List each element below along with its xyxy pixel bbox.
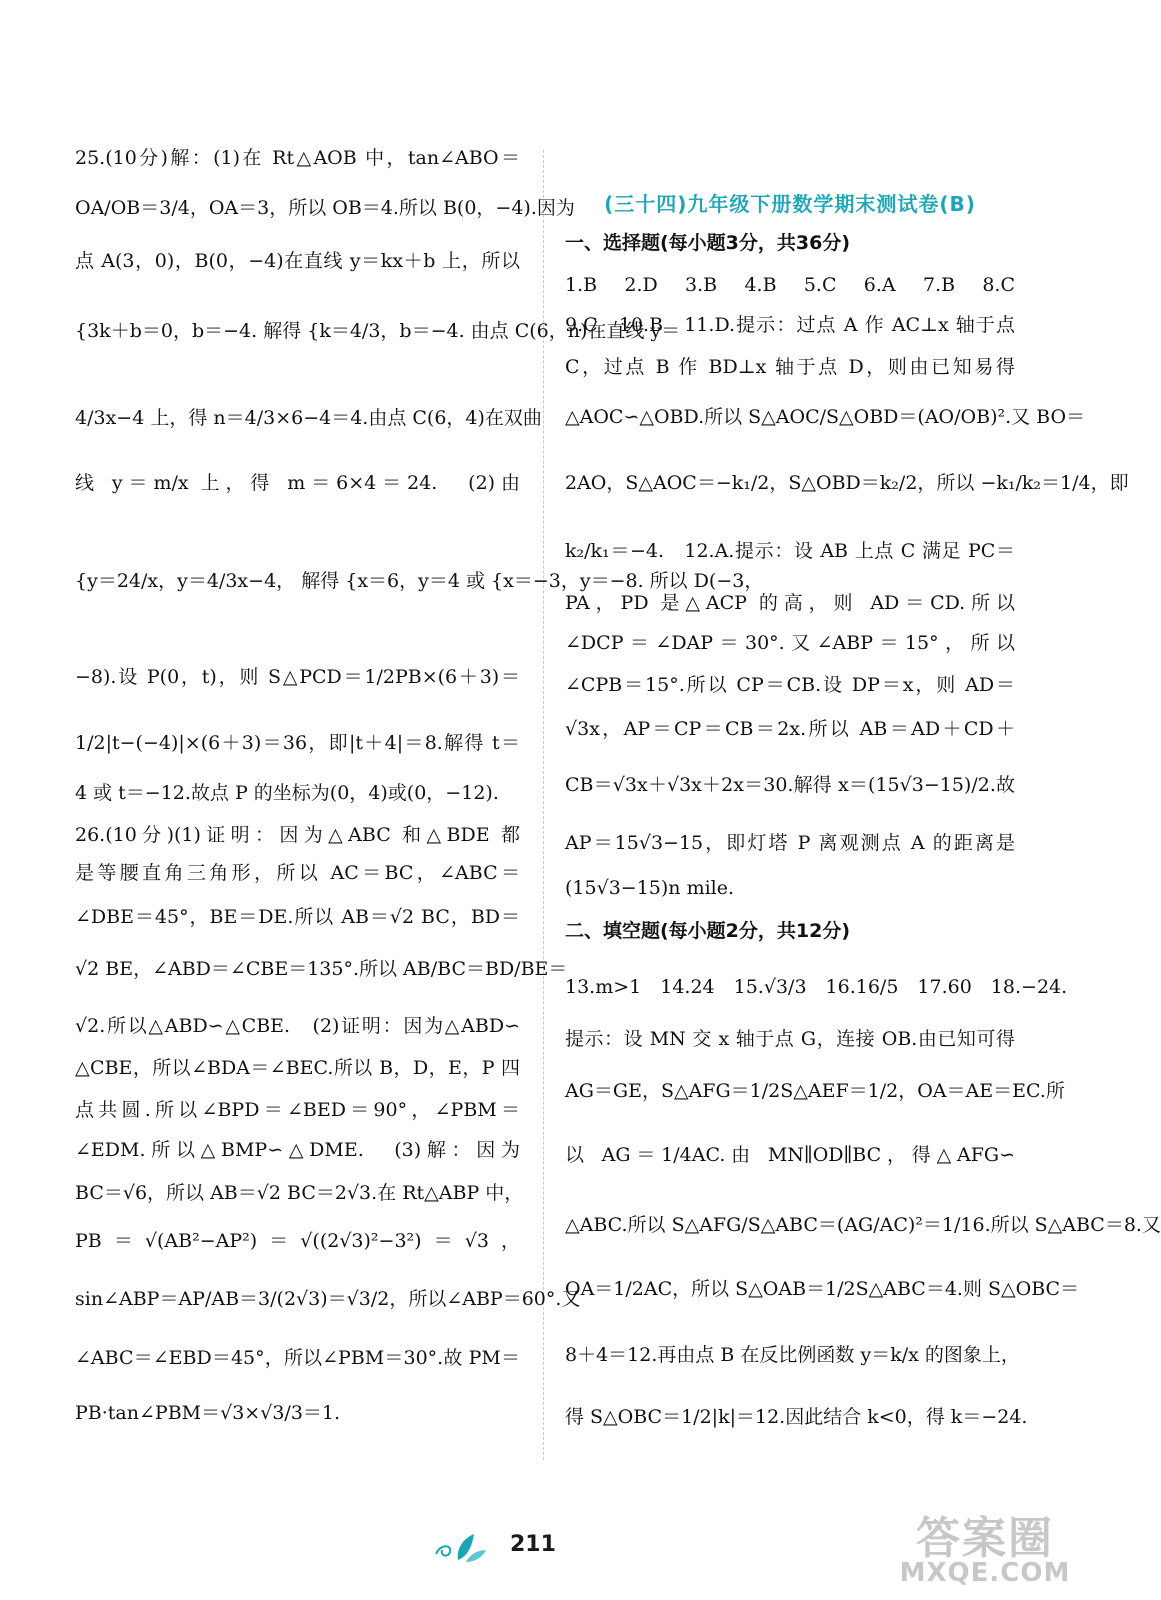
- watermark: [895, 1500, 1075, 1595]
- text-line: 9.C 10.B 11.D.提示：过点 A 作 AC⊥x 轴于点: [565, 314, 1015, 336]
- text-line: 26.(10分)(1)证明：因为△ABC 和△BDE 都: [75, 824, 520, 846]
- text-line: OA/OB＝3/4，OA＝3，所以 OB＝4.所以 B(0，−4).因为: [75, 197, 575, 219]
- text-line: ∠DCP＝∠DAP＝30°.又∠ABP＝15°，所以: [565, 632, 1015, 654]
- text-line: ∠EDM.所以△BMP∽△DME. (3)解：因为: [75, 1139, 520, 1161]
- text-line: 线 y＝m/x 上，得 m＝6×4＝24. (2)由: [75, 472, 520, 494]
- text-line: 8＋4＝12.再由点 B 在反比例函数 y＝k/x 的图象上，: [565, 1344, 1020, 1366]
- text-line: △AOC∽△OBD.所以 S△AOC/S△OBD＝(AO/OB)².又 BO＝: [565, 406, 1086, 428]
- multiple-choice-heading: 一、选择题(每小题3分，共36分): [565, 232, 851, 254]
- text-line: √2 BE，∠ABD＝∠CBE＝135°.所以 AB/BC＝BD/BE＝: [75, 958, 568, 980]
- fill-blank-heading: 二、填空题(每小题2分，共12分): [565, 920, 851, 942]
- text-line: {y＝24/x，y＝4/3x−4， 解得 {x＝6，y＝4 或 {x＝−3，y＝−8. 所以 D(−3，: [75, 570, 764, 592]
- text-line: 以 AG＝1/4AC.由 MN∥OD∥BC，得△AFG∽: [565, 1144, 1015, 1166]
- text-line: −8).设 P(0，t)，则 S△PCD＝1/2PB×(6＋3)＝: [75, 666, 520, 688]
- watermark-text-en: MXQE.COM: [899, 1558, 1071, 1588]
- fill-answers-row: 13.m>1 14.24 15.√3/3 16.16/5 17.60 18.−24.: [565, 976, 1068, 998]
- text-line: AP＝15√3−15，即灯塔 P 离观测点 A 的距离是: [565, 832, 1015, 854]
- text-line: (15√3−15)n mile.: [565, 877, 735, 899]
- text-line: CB＝√3x＋√3x＋2x＝30.解得 x＝(15√3−15)/2.故: [565, 774, 1015, 796]
- text-line: △CBE，所以∠BDA＝∠BEC.所以 B，D，E，P 四: [75, 1057, 520, 1079]
- text-line: {3k＋b＝0，b＝−4. 解得 {k＝4/3，b＝−4. 由点 C(6，n)在直线 y＝: [75, 320, 681, 342]
- swirl-leaf-icon: [430, 1530, 490, 1566]
- page-number: 211: [510, 1532, 556, 1557]
- text-line: PA，PD 是△ACP 的高，则 AD＝CD.所以: [565, 592, 1015, 614]
- text-line: 得 S△OBC＝1/2|k|＝12.因此结合 k<0，得 k＝−24.: [565, 1406, 1028, 1428]
- text-line: sin∠ABP＝AP/AB＝3/(2√3)＝√3/2，所以∠ABP＝60°.又: [75, 1288, 581, 1310]
- text-line: 点共圆.所以∠BPD＝∠BED＝90°，∠PBM＝: [75, 1099, 520, 1121]
- watermark-text-cn: 答案圈: [916, 1513, 1054, 1564]
- text-line: PB＝√(AB²−AP²)＝√((2√3)²−3²)＝√3，: [75, 1230, 520, 1252]
- text-line: OA＝1/2AC，所以 S△OAB＝1/2S△ABC＝4.则 S△OBC＝: [565, 1278, 1080, 1300]
- text-line: 4 或 t＝−12.故点 P 的坐标为(0，4)或(0，−12).: [75, 782, 499, 804]
- mc-answers-row: 1.B 2.D 3.B 4.B 5.C 6.A 7.B 8.C: [565, 274, 1015, 296]
- text-line: ∠ABC＝∠EBD＝45°，所以∠PBM＝30°.故 PM＝: [75, 1347, 520, 1369]
- text-line: √3x，AP＝CP＝CB＝2x.所以 AB＝AD＋CD＋: [565, 718, 1015, 740]
- text-line: BC＝√6，所以 AB＝√2 BC＝2√3.在 Rt△ABP 中，: [75, 1182, 524, 1204]
- text-line: 是等腰直角三角形，所以 AC＝BC，∠ABC＝: [75, 862, 520, 884]
- text-line: △ABC.所以 S△AFG/S△ABC＝(AG/AC)²＝1/16.所以 S△ABC＝8.又: [565, 1214, 1161, 1236]
- text-line: ∠CPB＝15°.所以 CP＝CB.设 DP＝x，则 AD＝: [565, 674, 1015, 696]
- text-line: PB·tan∠PBM＝√3×√3/3＝1.: [75, 1402, 341, 1424]
- column-divider: [543, 150, 544, 1460]
- text-line: 2AO，S△AOC＝−k₁/2，S△OBD＝k₂/2，所以 −k₁/k₂＝1/4，即: [565, 472, 1129, 494]
- text-line: 4/3x−4 上，得 n＝4/3×6−4＝4.由点 C(6，4)在双曲: [75, 407, 542, 429]
- text-line: ∠DBE＝45°，BE＝DE.所以 AB＝√2 BC，BD＝: [75, 906, 520, 928]
- text-line: k₂/k₁＝−4. 12.A.提示：设 AB 上点 C 满足 PC＝: [565, 540, 1015, 562]
- text-line: 提示：设 MN 交 x 轴于点 G，连接 OB.由已知可得: [565, 1028, 1015, 1050]
- text-line: AG＝GE，S△AFG＝1/2S△AEF＝1/2，OA＝AE＝EC.所: [565, 1080, 1065, 1102]
- text-line: 点 A(3，0)，B(0，−4)在直线 y＝kx＋b 上，所以: [75, 250, 520, 272]
- section-title: (三十四)九年级下册数学期末测试卷(B): [604, 192, 976, 216]
- text-line: 25.(10分)解：(1)在 Rt△AOB 中，tan∠ABO＝: [75, 147, 520, 169]
- text-line: C，过点 B 作 BD⊥x 轴于点 D，则由已知易得: [565, 356, 1015, 378]
- text-line: 1/2|t−(−4)|×(6＋3)＝36，即|t＋4|＝8.解得 t＝: [75, 732, 520, 754]
- text-line: √2.所以△ABD∽△CBE. (2)证明：因为△ABD∽: [75, 1015, 520, 1037]
